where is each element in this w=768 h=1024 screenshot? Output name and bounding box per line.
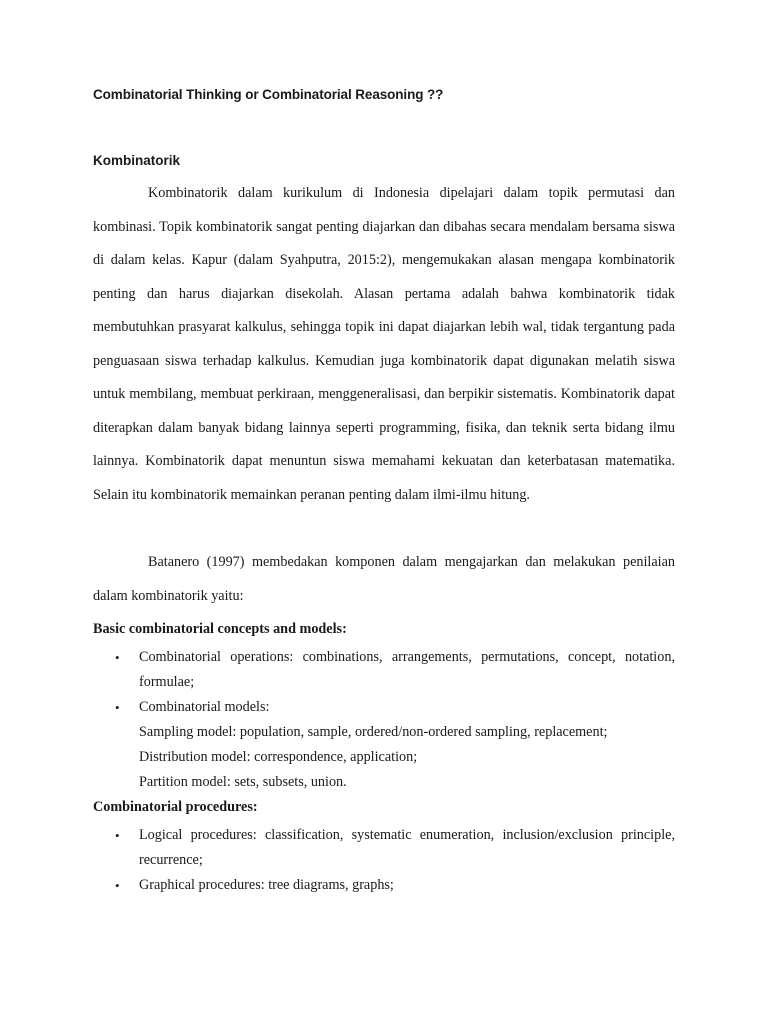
document-title: Combinatorial Thinking or Combinatorial Reasoning ?? xyxy=(93,87,444,102)
distribution-model-text: Distribution model: correspondence, application; xyxy=(139,749,418,765)
procedures-list xyxy=(93,823,675,898)
section-heading: Kombinatorik xyxy=(93,153,181,168)
list-item-operations xyxy=(93,645,675,695)
list-item-graphical xyxy=(93,873,675,898)
logical-procedures-text: Logical procedures: classification, systematic enumeration, inclusion/exclusion principle, recurrence; xyxy=(139,827,675,868)
bullet-icon: • xyxy=(115,878,120,893)
sampling-model-text: Sampling model: population, sample, ordered/non-ordered sampling, replacement; xyxy=(139,724,608,740)
basic-concepts-list xyxy=(93,645,675,795)
models-label: Combinatorial models: xyxy=(139,699,270,715)
graphical-procedures-text: Graphical procedures: tree diagrams, graphs; xyxy=(139,877,394,893)
basic-concepts-heading: Basic combinatorial concepts and models: xyxy=(93,621,347,637)
partition-model-text: Partition model: sets, subsets, union. xyxy=(139,774,347,790)
list-item-models xyxy=(93,695,675,795)
bullet-icon: • xyxy=(115,650,120,665)
operations-text: Combinatorial operations: combinations, arrangements, permutations, concept, notation, formulae; xyxy=(139,649,675,690)
bullet-icon: • xyxy=(115,700,120,715)
paragraph-2: Batanero (1997) membedakan komponen dalam mengajarkan dan melakukan penilaian dalam kombinatorik yaitu: xyxy=(93,554,675,604)
list-item-logical xyxy=(93,823,675,873)
paragraph-1: Kombinatorik dalam kurikulum di Indonesia dipelajari dalam topik permutasi dan kombinasi. Topik kombinatorik sangat penting diajarkan dan dibahas secara mendalam bersama siswa di dalam kelas. Kapur (dalam Syahputra, 2015:2), mengemukakan alasan mengapa kombinatorik penting dan harus diajarkan disekolah. Alasan pertama adalah bahwa kombinatorik tidak membutuhkan prasyarat kalkulus, sehingga topik ini dapat diajarkan lebih wal, tidak tergantung pada penguasaan siswa terhadap kalkulus. Kemudian juga kombinatorik dapat digunakan melatih siswa untuk membilang, membuat perkiraan, menggeneralisasi, dan berpikir sistematis. Kombinatorik dapat diterapkan dalam banyak bidang lainnya seperti programming, fisika, dan teknik serta bidang ilmu lainnya. Kombinatorik dapat menuntun siswa memahami kekuatan dan keterbatasan matematika. Selain itu kombinatorik memainkan peranan penting dalam ilmi-ilmu hitung. xyxy=(93,185,675,503)
procedures-heading: Combinatorial procedures: xyxy=(93,799,258,815)
bullet-icon: • xyxy=(115,828,120,843)
